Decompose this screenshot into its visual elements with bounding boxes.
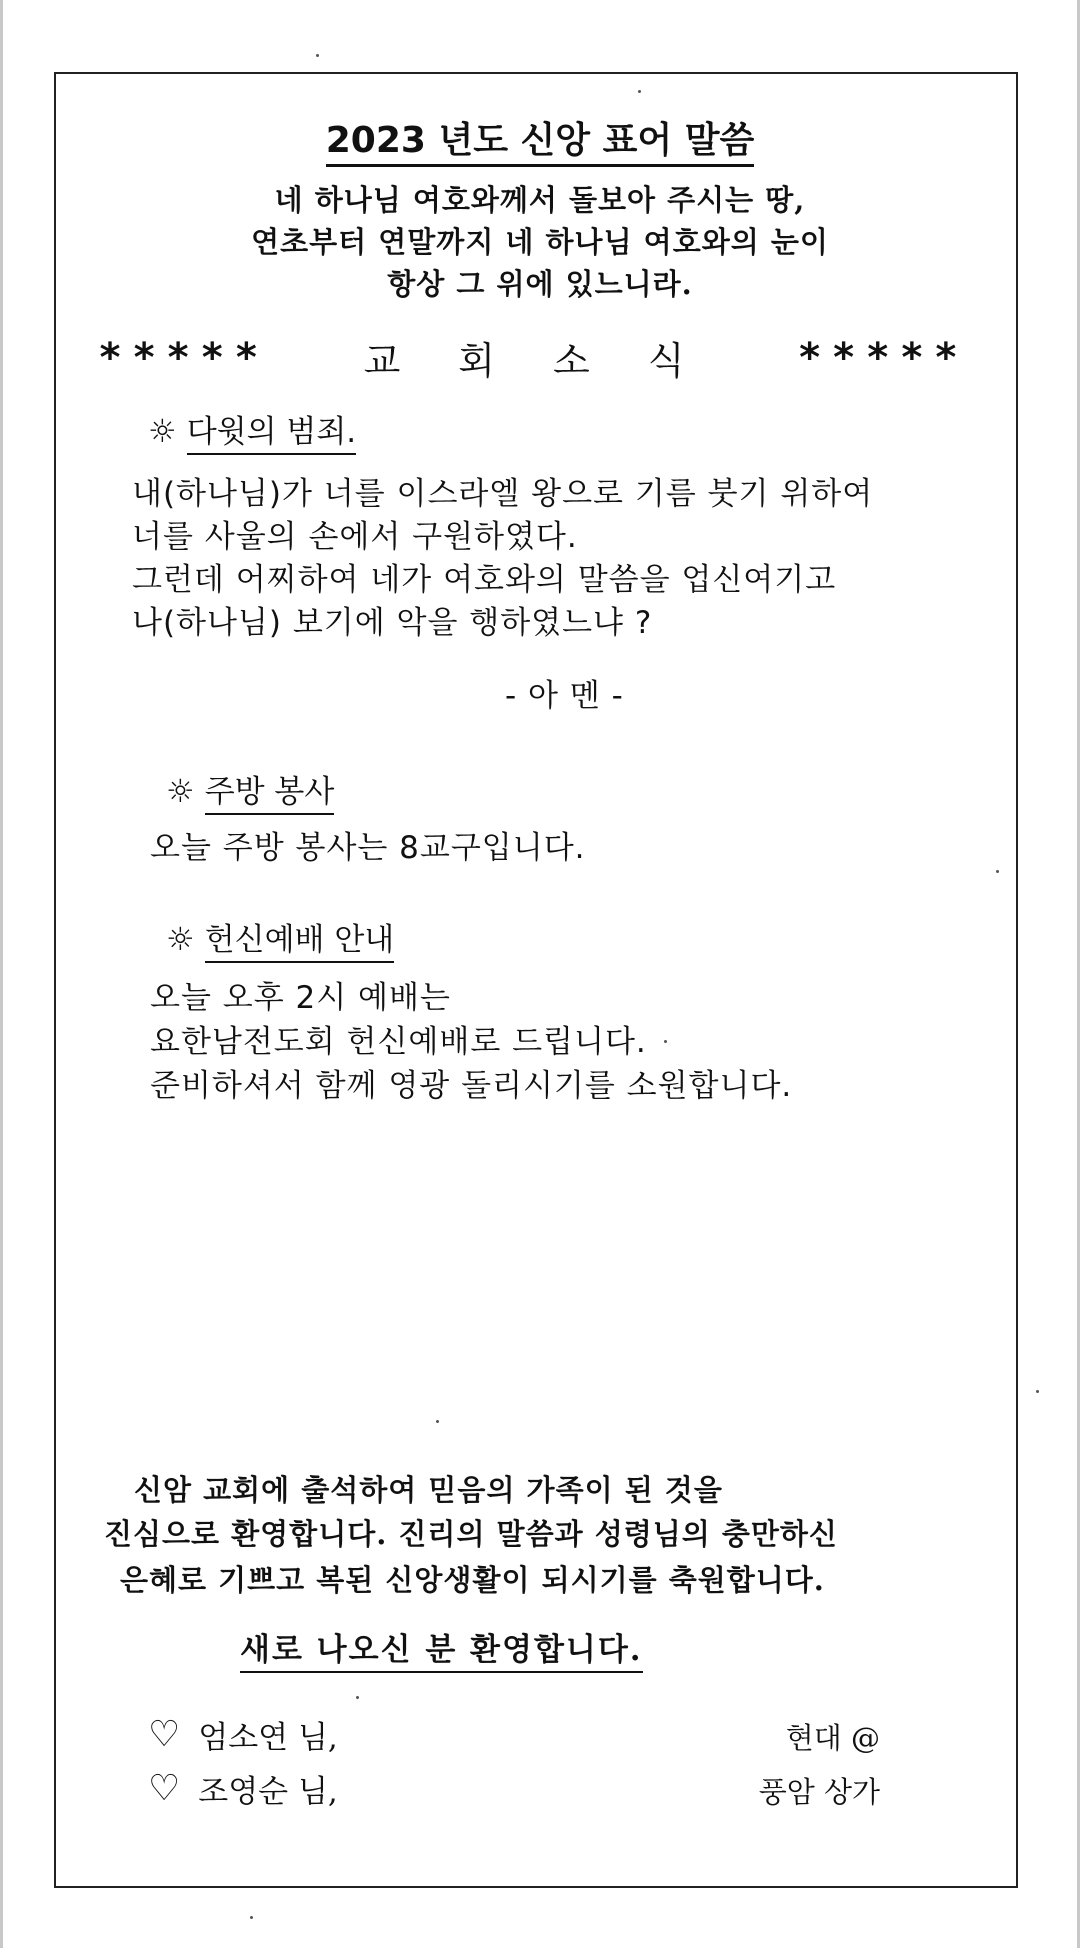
heart-icon: ♡ <box>148 1768 181 1809</box>
welcome-line-2: 진심으로 환영합니다. 진리의 말씀과 성령님의 충만하신 <box>104 1517 838 1551</box>
section-3-line-1: 오늘 오후 2시 예배는 <box>150 980 451 1016</box>
section-1-line-2: 너를 사울의 손에서 구원하였다. <box>132 519 578 555</box>
section-3-line-3: 준비하셔서 함께 영광 돌리시기를 소원합니다. <box>150 1068 793 1104</box>
motto-line-2: 연초부터 연말까지 네 하나님 여호와의 눈이 <box>251 225 829 259</box>
welcome-line-1: 신암 교회에 출석하여 믿음의 가족이 된 것을 <box>134 1473 723 1507</box>
scan-speck <box>250 1916 253 1919</box>
section-3-line-2: 요한남전도회 헌신예배로 드립니다. <box>150 1024 647 1060</box>
motto-line-1: 네 하나님 여호와께서 돌보아 주시는 땅, <box>274 183 806 217</box>
sun-icon: ☼ <box>148 411 177 450</box>
newcomer-note-1: 현대 @ <box>785 1721 880 1755</box>
section-1-line-3: 그런데 어찌하여 네가 여호와의 말씀을 업신여기고 <box>132 562 837 598</box>
stars-right: ***** <box>797 334 968 381</box>
scan-speck <box>436 1420 439 1423</box>
page-title <box>0 112 1080 163</box>
section-heading-kitchen <box>166 766 334 815</box>
section-1-line-1: 내(하나님)가 너를 이스라엘 왕으로 기름 붓기 위하여 <box>132 476 874 512</box>
stars-left: ***** <box>98 334 269 381</box>
sun-icon: ☼ <box>166 771 195 810</box>
sun-icon: ☼ <box>166 919 195 958</box>
amen-closing: - 아 멘 - <box>505 678 624 714</box>
section-2-line-1: 오늘 주방 봉사는 8교구입니다. <box>150 830 586 866</box>
section-heading-text: 헌신예배 안내 <box>205 914 395 963</box>
scan-speck <box>664 1040 667 1043</box>
page-title-text: 2023 년도 신앙 표어 말씀 <box>326 120 755 167</box>
newcomer-row-1 <box>148 1712 338 1757</box>
newcomer-note-2: 풍암 상가 <box>758 1775 880 1809</box>
heart-icon: ♡ <box>148 1714 181 1755</box>
section-heading-david <box>148 406 356 455</box>
newcomer-name: 조영순 님, <box>198 1774 338 1810</box>
scan-speck <box>356 1696 359 1699</box>
welcome-line-3: 은혜로 기쁘고 복된 신앙생활이 되시기를 축원합니다. <box>120 1563 825 1597</box>
scan-speck <box>1036 1390 1039 1393</box>
church-news-label: 교회소식 <box>363 339 743 383</box>
motto-line-3: 항상 그 위에 있느니라. <box>387 267 693 301</box>
church-news-header <box>98 330 968 385</box>
section-heading-text: 다윗의 범죄. <box>187 406 356 455</box>
newcomer-row-2 <box>148 1766 338 1811</box>
section-1-line-4: 나(하나님) 보기에 악을 행하였느냐 ? <box>132 605 653 641</box>
scan-speck <box>996 870 999 873</box>
scan-speck <box>638 90 641 93</box>
newcomer-name: 엄소연 님, <box>198 1720 338 1756</box>
scan-speck <box>316 54 319 57</box>
section-heading-dedication <box>166 914 394 963</box>
newcomer-welcome-title: 새로 나오신 분 환영합니다. <box>240 1624 643 1673</box>
section-heading-text: 주방 봉사 <box>205 766 335 815</box>
